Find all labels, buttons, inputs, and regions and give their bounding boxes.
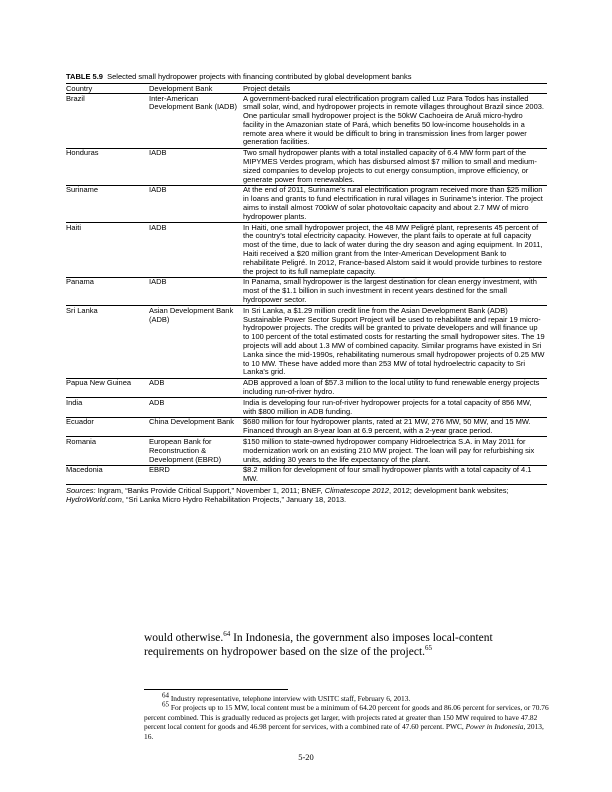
- table-row: [66, 223, 547, 278]
- cell-development-bank: ADB: [149, 398, 243, 418]
- hydropower-finance-table: [66, 84, 547, 486]
- cell-development-bank: China Development Bank: [149, 417, 243, 437]
- table-row: [66, 417, 547, 437]
- cell-development-bank: IADB: [149, 185, 243, 222]
- cell-project-details: Two small hydropower plants with a total installed capacity of 6.4 MW form part of the MIPYMES Verdes program, which has disbursed almost $7 million to small and medium-sized companies to develop projects to cut energy consumption, improve efficiency, or generate power from renewables.: [243, 148, 547, 185]
- cell-development-bank: Inter-American Development Bank (IADB): [149, 94, 243, 149]
- cell-development-bank: IADB: [149, 277, 243, 305]
- footnote-64-number: 64: [162, 691, 169, 700]
- cell-country: Suriname: [66, 185, 149, 222]
- cell-development-bank: IADB: [149, 223, 243, 278]
- header-development-bank: Development Bank: [149, 84, 243, 94]
- sources-hydroworld: HydroWorld.com: [66, 495, 122, 505]
- footnote-65-end: , 2013, 16.: [144, 722, 544, 741]
- table-row: [66, 465, 547, 485]
- table-label: TABLE 5.9: [66, 72, 103, 81]
- table-row: [66, 398, 547, 418]
- sources-climatescope: Climatescope 2012: [324, 486, 389, 496]
- cell-country: Brazil: [66, 94, 149, 149]
- footnote-65-text: For projects up to 15 MW, local content must be a minimum of 64.20 percent for goods and 86.06 percent for services, or 70.76 percent combined. This is gradually reduced as projects get larger, with projects rated at greater than 150 MW required to have 47.82 percent local content for goods and 46.98 percent for services, with a combined rate of 47.60 percent. PWC,: [144, 703, 549, 732]
- footnote-divider: [144, 689, 288, 690]
- body-paragraph: [144, 632, 548, 659]
- cell-country: India: [66, 398, 149, 418]
- table-body: [66, 94, 547, 485]
- cell-development-bank: European Bank for Reconstruction & Development (EBRD): [149, 437, 243, 465]
- cell-project-details: $150 million to state-owned hydropower company Hidroelectrica S.A. in May 2011 for modernization work on an existing 210 MW project. The loan will pay for refurbishing six units, adding 30 years to the life expectancy of the plant.: [243, 437, 547, 465]
- cell-country: Ecuador: [66, 417, 149, 437]
- footnote-64: [144, 691, 554, 703]
- cell-project-details: India is developing four run-of-river hydropower projects for a total capacity of 856 MW, with $800 million in ADB funding.: [243, 398, 547, 418]
- cell-project-details: $8.2 million for development of four small hydropower plants with a total capacity of 4.1 MW.: [243, 465, 547, 485]
- footnote-64-text: Industry representative, telephone interview with USITC staff, February 6, 2013.: [169, 694, 411, 703]
- cell-country: Romania: [66, 437, 149, 465]
- table-row: [66, 437, 547, 465]
- sources-text-3: , “Sri Lanka Micro Hydro Rehabilitation Projects,” January 18, 2013.: [121, 495, 347, 505]
- body-text-2: In Indonesia, the government also imposes local-content requirements on hydropower based on the size of the project.: [144, 632, 493, 658]
- cell-country: Haiti: [66, 223, 149, 278]
- table-row: [66, 148, 547, 185]
- footnote-ref-65[interactable]: 65: [425, 643, 433, 652]
- sources-text-1: Ingram, “Banks Provide Critical Support,” November 1, 2011; BNEF,: [95, 486, 325, 496]
- page-number: 5-20: [298, 752, 314, 762]
- footnote-65-number: 65: [162, 700, 169, 709]
- hydropower-finance-table-block: [66, 72, 547, 504]
- footnote-ref-64[interactable]: 64: [223, 630, 231, 639]
- table-row: [66, 277, 547, 305]
- cell-country: Panama: [66, 277, 149, 305]
- cell-project-details: At the end of 2011, Suriname’s rural electrification program received more than $25 million in loans and grants to fund electrification in rural villages in Suriname’s interior. The project aims to install almost 700kW of solar photovoltaic capacity and about 2.7 MW of micro hydropower plants.: [243, 185, 547, 222]
- table-row: [66, 378, 547, 398]
- cell-country: Sri Lanka: [66, 306, 149, 378]
- cell-development-bank: ADB: [149, 378, 243, 398]
- cell-development-bank: EBRD: [149, 465, 243, 485]
- header-project-details: Project details: [243, 84, 547, 94]
- sources-text-2: , 2012; development bank websites;: [388, 486, 509, 496]
- header-country: Country: [66, 84, 149, 94]
- cell-project-details: In Haiti, one small hydropower project, the 48 MW Peligré plant, represents 45 percent of the country’s total electricity capacity. However, the plant fails to operate at full capacity most of the time, due to lack of water during the dry season and aging equipment. In 2011, Haiti received a $20 million grant from the Inter-American Development Bank to rehabilitate Peligré. In 2012, France-based Alstom said it would provide turbines to restore the project to its full nameplate capacity.: [243, 223, 547, 278]
- table-row: [66, 306, 547, 378]
- cell-project-details: A government-backed rural electrification program called Luz Para Todos has installed small solar, wind, and hydropower projects in remote villages throughout Brazil since 2003. One particular small hydropower project is the 50kW Cachoeira de Aruã micro-hydro facility in the Amazonian state of Pará, which benefits 50 low-income households in a remote area where it would be difficult to bring in transmission lines from larger power generation facilities.: [243, 94, 547, 149]
- cell-country: Macedonia: [66, 465, 149, 485]
- cell-country: Honduras: [66, 148, 149, 185]
- footnote-65-title: Power in Indonesia: [465, 722, 524, 732]
- table-row: [66, 185, 547, 222]
- cell-development-bank: Asian Development Bank (ADB): [149, 306, 243, 378]
- sources-label: Sources:: [66, 486, 96, 496]
- cell-project-details: ADB approved a loan of $57.3 million to the local utility to fund renewable energy projects including run-of-river hydro.: [243, 378, 547, 398]
- body-text-1: would otherwise.: [144, 632, 224, 644]
- cell-development-bank: IADB: [149, 148, 243, 185]
- cell-project-details: $680 million for four hydropower plants, rated at 21 MW, 276 MW, 50 MW, and 15 MW. Financed through an 8-year loan at 6.9 percent, with a 2-year grace period.: [243, 417, 547, 437]
- table-sources: [66, 486, 547, 504]
- cell-country: Papua New Guinea: [66, 378, 149, 398]
- table-row: [66, 94, 547, 149]
- table-caption-text: Selected small hydropower projects with financing contributed by global development banks: [107, 72, 412, 81]
- table-caption: [66, 72, 547, 84]
- table-header-row: [66, 84, 547, 94]
- cell-project-details: In Panama, small hydropower is the largest destination for clean energy investment, with most of the $1.1 billion in such investment in recent years destined for the small hydropower sector.: [243, 277, 547, 305]
- cell-project-details: In Sri Lanka, a $1.29 million credit line from the Asian Development Bank (ADB) Sustainable Power Sector Support Project will be used to rehabilitate and repair 19 micro-hydropower projects. The credits will be granted to private developers and will finance up to 100 percent of the total estimated costs for restarting the small hydropower sites. The 19 projects will add about 1.3 MW of combined capacity. Similar programs have existed in Sri Lanka since the mid-1990s, rehabilitating numerous small hydropower projects of 0.25 MW to 10 MW. These have added more than 253 MW of total hydroelectric capacity to Sri Lanka's grid.: [243, 306, 547, 378]
- footnote-65: [144, 700, 554, 741]
- footnotes: [144, 691, 554, 741]
